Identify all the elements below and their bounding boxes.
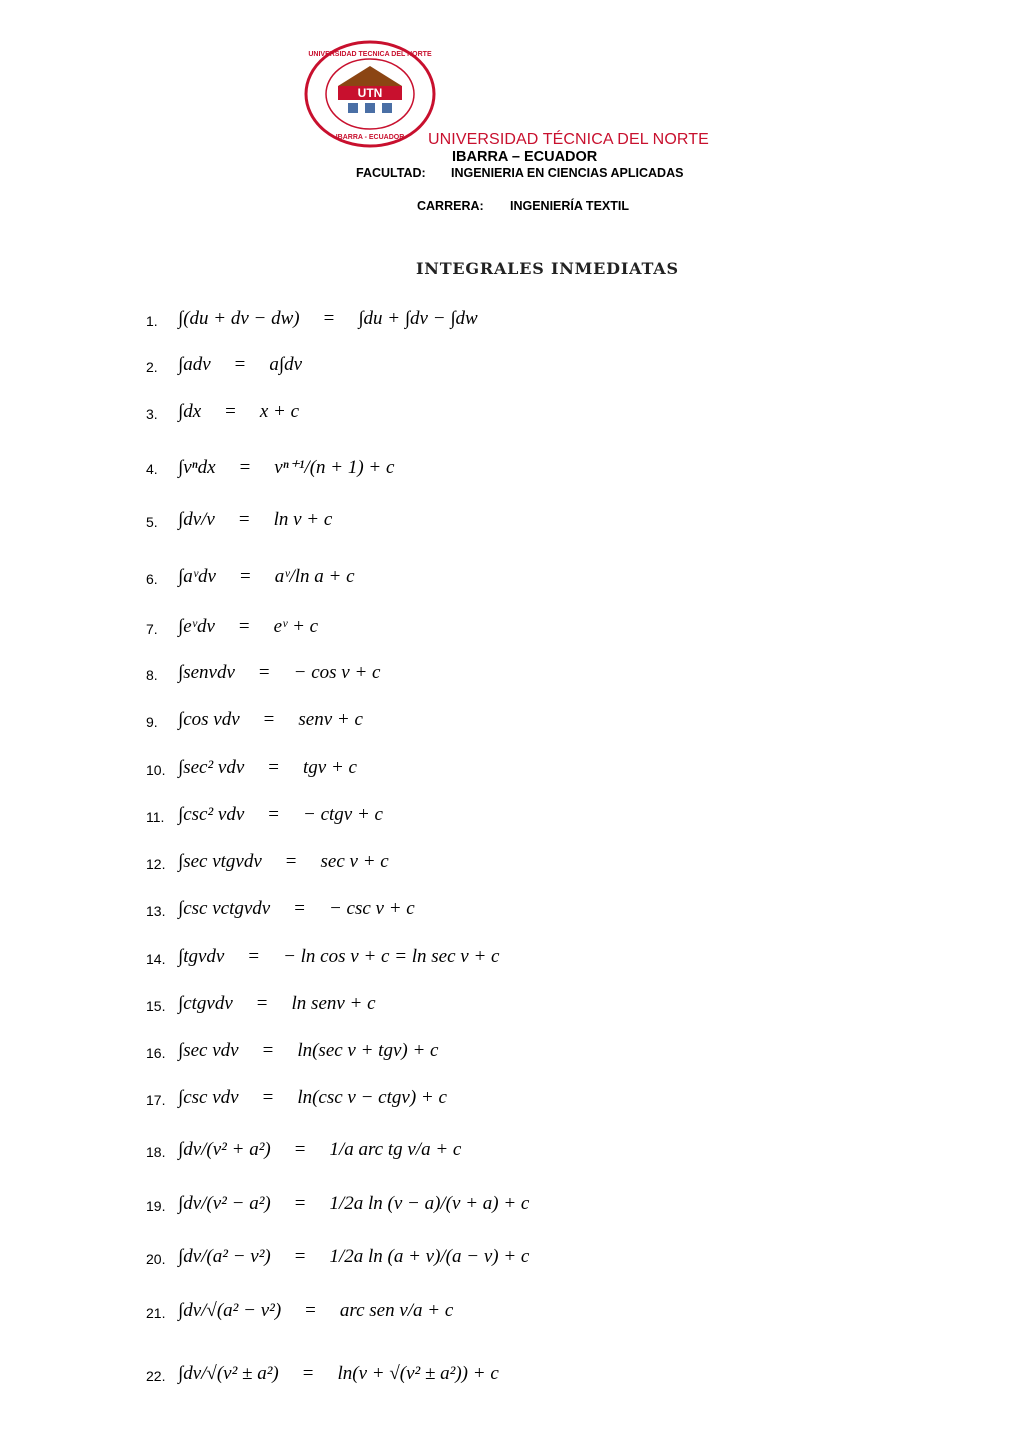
formula-rhs: ln(v + √(v² ± a²)) + c [337,1363,499,1384]
equals-sign: = [262,1087,274,1108]
equals-sign: = [262,1040,274,1061]
formula-row [0,503,1024,543]
formula-rhs: a∫dv [269,354,302,375]
formula-row [0,560,1024,600]
document-title: INTEGRALES INMEDIATAS [416,259,679,278]
formula-number: 4. [146,461,158,477]
formula-rhs: ln senv + c [291,993,376,1014]
formula-number: 5. [146,514,158,530]
equals-sign: = [294,1246,306,1267]
formula-rhs: ∫du + ∫dv − ∫dw [358,308,478,329]
formula-row [0,1294,1024,1334]
formula-lhs: ∫dv/(v² − a²) [178,1193,271,1214]
formula-expression [178,946,500,968]
formula-rhs: − cos v + c [293,662,381,683]
formula-number: 11. [146,809,165,825]
equals-sign: = [238,509,250,530]
formula-row [0,1034,1024,1074]
formula-number: 17. [146,1092,166,1108]
formula-row [0,845,1024,885]
formula-row [0,348,1024,388]
formula-expression [178,1087,447,1109]
formula-rhs: − ln cos v + c = ln sec v + c [283,946,500,967]
formula-row [0,751,1024,791]
formula-rhs: aᵛ/ln a + c [274,566,355,587]
formula-row [0,703,1024,743]
formula-expression [178,566,355,588]
faculty-value: INGENIERIA EN CIENCIAS APLICADAS [451,166,684,180]
formula-expression [178,509,332,531]
formula-expression [178,851,389,873]
formula-number: 2. [146,359,158,375]
equals-sign: = [239,457,251,478]
formula-rhs: tgv + c [303,757,357,778]
equals-sign: = [305,1300,316,1321]
formula-expression [178,993,376,1015]
formula-lhs: ∫dv/(a² − v²) [178,1246,271,1267]
formula-lhs: ∫csc vdv [178,1087,239,1108]
university-seal-logo [304,40,436,148]
formula-rhs: ln v + c [273,509,333,530]
formula-rhs: − ctgv + c [303,804,383,825]
formula-rhs: 1/2a ln (a + v)/(a − v) + c [329,1246,530,1267]
equals-sign: = [294,898,305,919]
formula-row [0,450,1024,490]
career-label: CARRERA: [417,199,484,213]
formula-row [0,610,1024,650]
formula-expression [178,401,299,423]
formula-lhs: ∫adv [178,354,211,375]
formula-expression [178,804,383,826]
formula-lhs: ∫sec vdv [178,1040,239,1061]
formula-rhs: − csc v + c [328,898,415,919]
formula-expression [178,354,302,376]
formula-number: 10. [146,762,166,778]
equals-sign: = [294,1139,306,1160]
formula-lhs: ∫cos vdv [178,709,240,730]
formula-expression [178,308,478,330]
formula-row [0,302,1024,342]
formula-expression [178,616,318,638]
equals-sign: = [268,757,279,778]
equals-sign: = [248,946,260,967]
career-value: INGENIERÍA TEXTIL [510,199,629,213]
formula-lhs: ∫tgvdv [178,946,225,967]
formula-rhs: ln(sec v + tgv) + c [297,1040,439,1061]
formula-expression [178,1300,453,1322]
formula-expression [178,1246,529,1268]
formula-lhs: ∫(du + dv − dw) [178,308,300,329]
formula-number: 14. [146,951,166,967]
formula-rhs: x + c [259,401,300,422]
equals-sign: = [225,401,236,422]
formula-lhs: ∫dx [178,401,202,422]
formula-rhs: 1/2a ln (v − a)/(v + a) + c [329,1193,530,1214]
formula-expression [178,1193,529,1215]
equals-sign: = [323,308,335,329]
formula-rhs: vⁿ⁺¹/(n + 1) + c [274,457,395,478]
logo-ring-text: UNIVERSIDAD TECNICA DEL NORTE [308,51,432,58]
formula-number: 18. [146,1144,166,1160]
equals-sign: = [234,354,246,375]
formula-row [0,892,1024,932]
formula-row [0,395,1024,435]
city-line: IBARRA – ECUADOR [452,149,598,165]
formula-lhs: ∫dv/√(v² ± a²) [178,1363,279,1384]
formula-number: 15. [146,998,166,1014]
formula-expression [178,709,363,731]
formula-row [0,940,1024,980]
formula-rhs: ln(csc v − ctgv) + c [297,1087,447,1108]
formula-expression [178,1040,438,1062]
formula-number: 21. [146,1305,166,1321]
faculty-label: FACULTAD: [356,166,426,180]
formula-row [0,1133,1024,1173]
formula-expression [178,662,380,684]
formula-row [0,798,1024,838]
formula-expression [178,456,394,479]
formula-rhs: 1/a arc tg v/a + c [329,1139,462,1160]
formula-lhs: ∫ctgvdv [178,993,233,1014]
formula-lhs: ∫senvdv [178,662,235,683]
formula-number: 3. [146,406,158,422]
formula-lhs: ∫sec vtgvdv [178,851,262,872]
formula-lhs: ∫sec² vdv [178,757,245,778]
formula-rhs: senv + c [298,709,363,730]
formula-expression [178,898,415,920]
formula-lhs: ∫aᵛdv [178,566,216,587]
equals-sign: = [302,1363,314,1384]
formula-number: 1. [146,313,158,329]
formula-row [0,1357,1024,1397]
equals-sign: = [294,1193,306,1214]
equals-sign: = [256,993,268,1014]
formula-lhs: ∫csc² vdv [178,804,245,825]
formula-expression [178,757,357,779]
formula-number: 13. [146,903,166,919]
logo-center-text: UTN [357,86,383,100]
university-name: UNIVERSIDAD TÉCNICA DEL NORTE [428,131,709,148]
formula-row [0,1081,1024,1121]
formula-expression [178,1139,461,1161]
equals-sign: = [268,804,279,825]
formula-rhs: eᵛ + c [273,616,319,637]
formula-number: 9. [146,714,158,730]
formula-lhs: ∫csc vctgvdv [178,898,271,919]
formula-lhs: ∫eᵛdv [178,616,215,637]
formula-rhs: sec v + c [320,851,389,872]
formula-number: 20. [146,1251,166,1267]
logo-bottom-text: IBARRA - ECUADOR [335,134,405,141]
equals-sign: = [263,709,275,730]
formula-number: 16. [146,1045,166,1061]
equals-sign: = [285,851,297,872]
formula-number: 22. [146,1368,166,1384]
formula-number: 7. [146,621,158,637]
formula-row [0,1187,1024,1227]
formula-number: 19. [146,1198,166,1214]
formula-number: 12. [146,856,166,872]
formula-row [0,1240,1024,1280]
equals-sign: = [239,566,251,587]
formula-lhs: ∫dv/v [178,509,215,530]
equals-sign: = [238,616,250,637]
formula-row [0,656,1024,696]
formula-number: 6. [146,571,158,587]
formula-expression [178,1363,499,1385]
formula-row [0,987,1024,1027]
equals-sign: = [258,662,270,683]
formula-lhs: ∫dv/(v² + a²) [178,1139,271,1160]
formula-lhs: ∫vⁿdx [178,457,216,478]
formula-lhs: ∫dv/√(a² − v²) [178,1300,282,1321]
formula-rhs: arc sen v/a + c [339,1300,454,1321]
formula-number: 8. [146,667,158,683]
